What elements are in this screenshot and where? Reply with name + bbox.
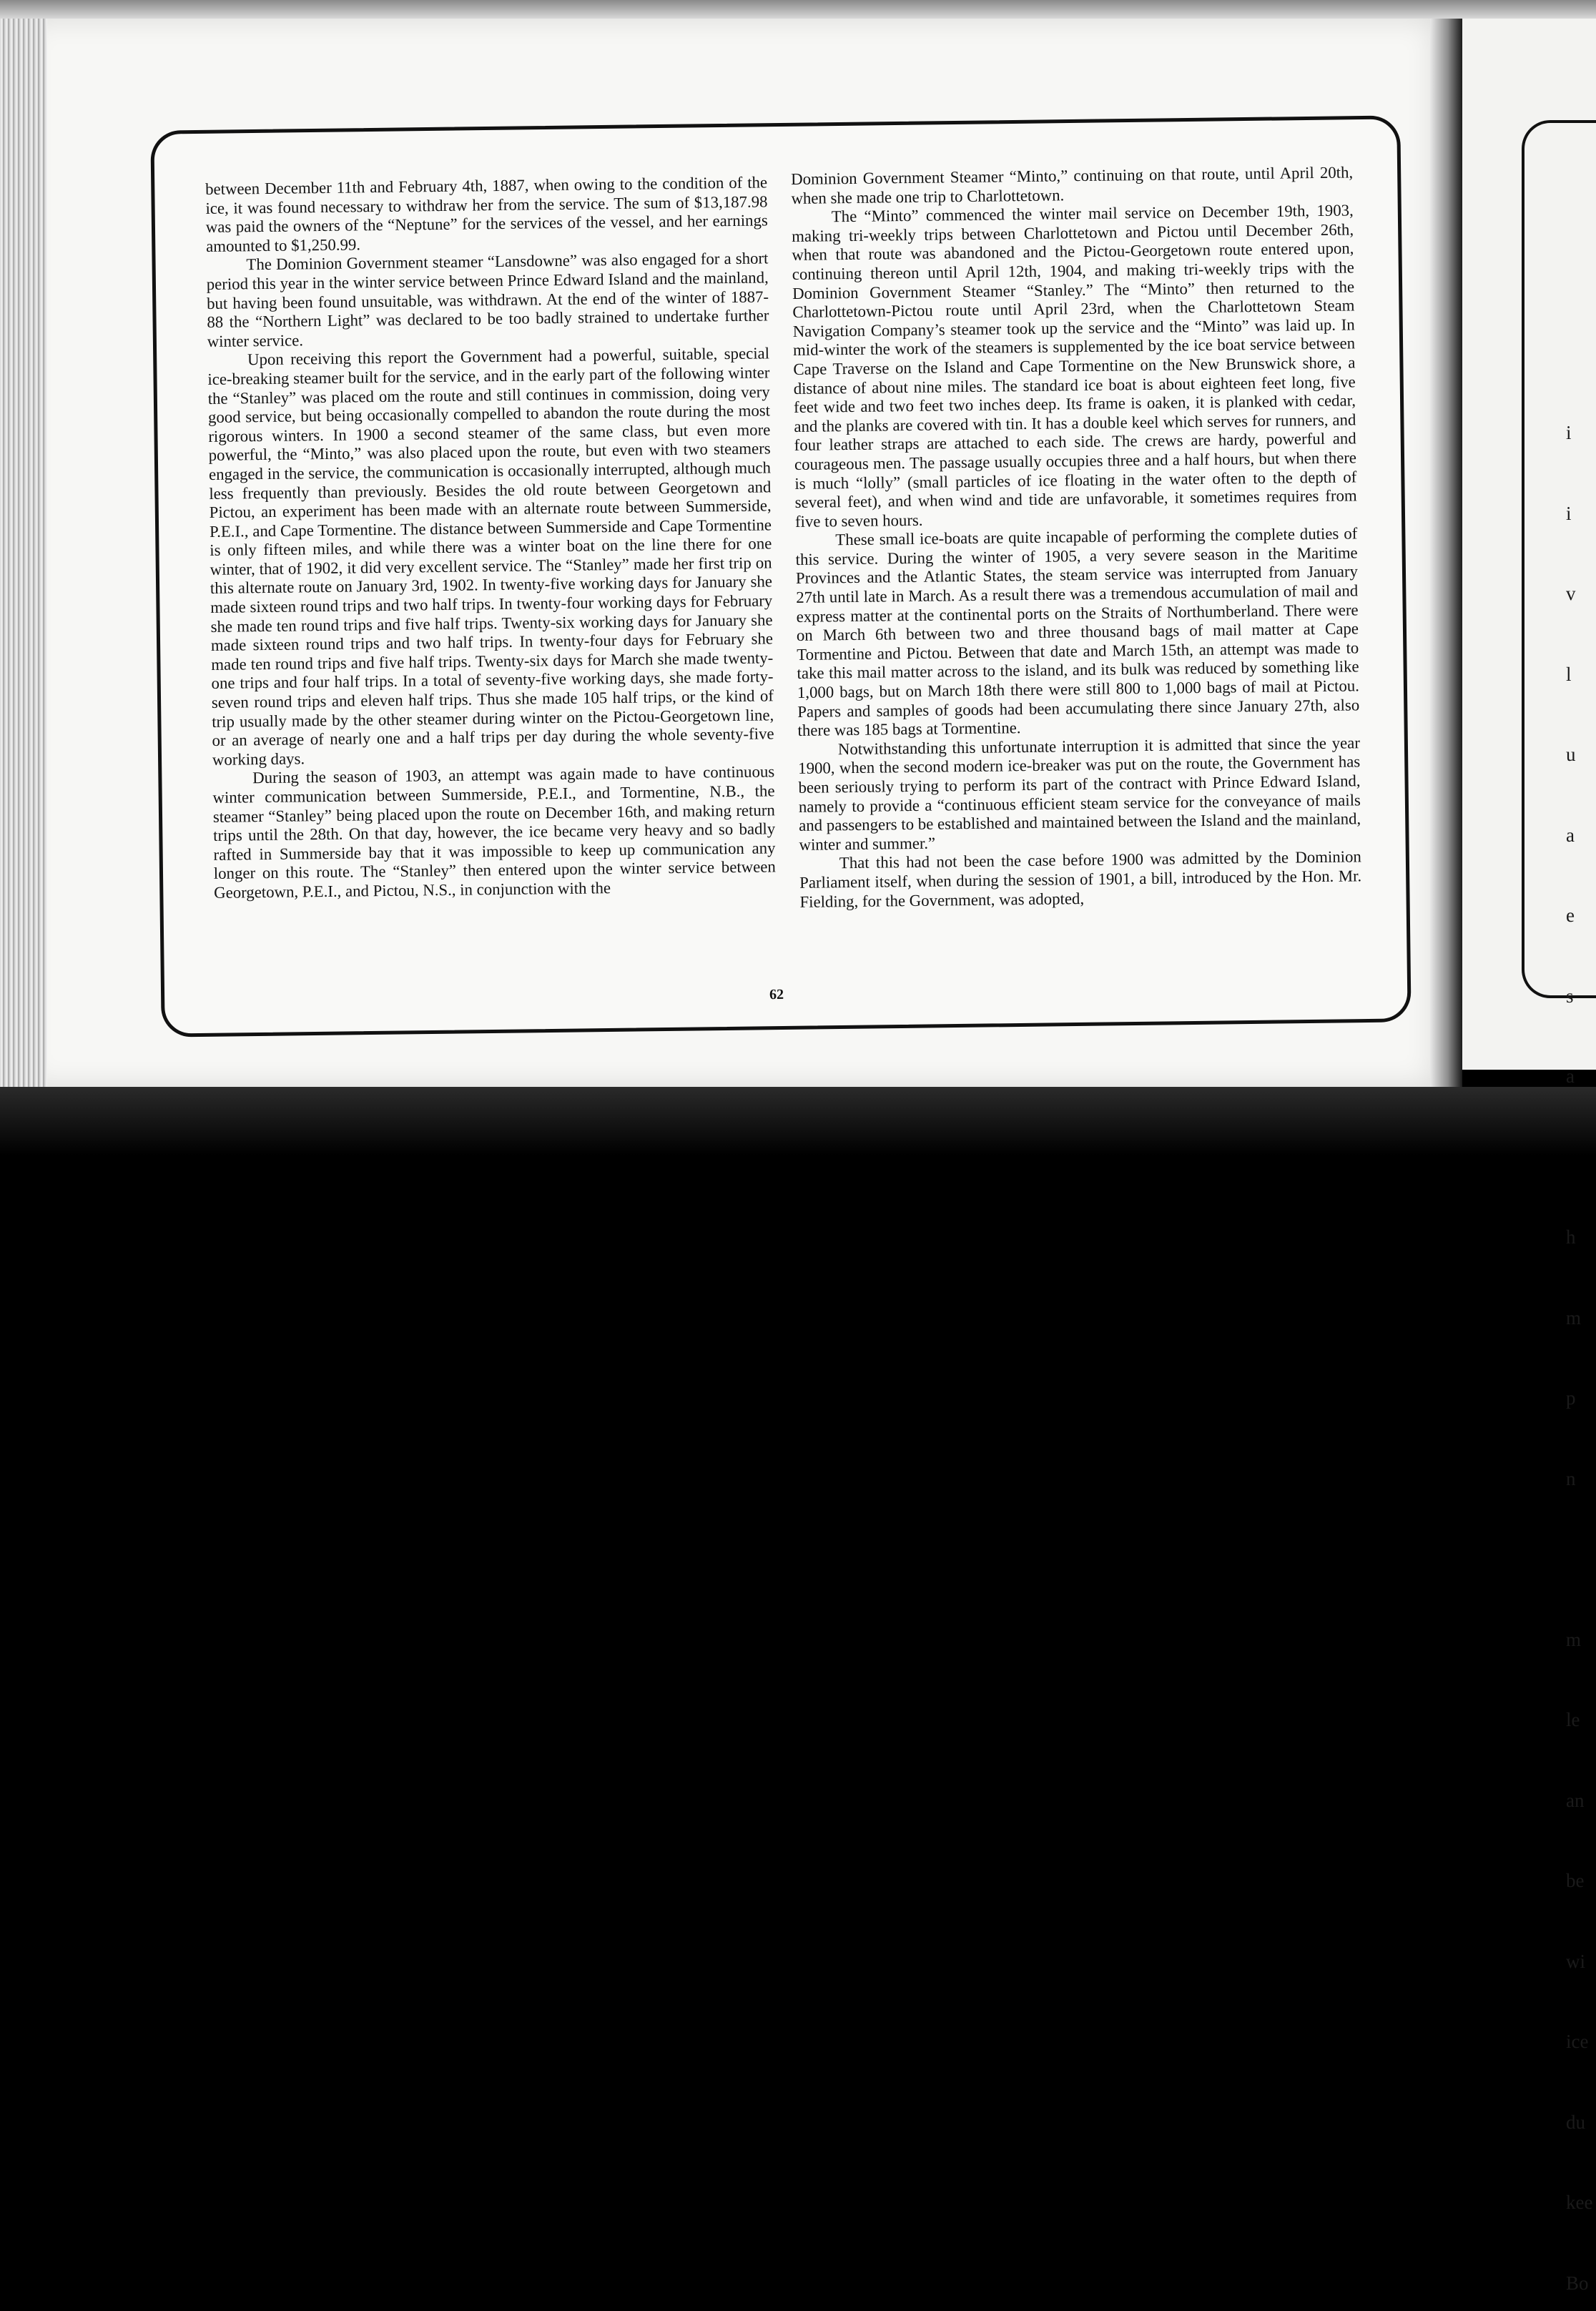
fragment: a: [1566, 824, 1575, 846]
fragment: m: [1566, 1306, 1582, 1329]
left-column: [205, 173, 776, 902]
paragraph: Upon receiving this report the Government had a powerful, suitable, special ice-breaking steamer built for the service, and in the early part of the following winter the “Stanley” was placed om the route and still continues in commission, doing very good service, but being occasionally compelled to abandon the route during the most rigorous winters. In 1900 a second steamer of the same class, but even more powerful, the “Minto,” was also placed upon the route, but even with two steamers engaged in the service, the communication is occasionally interrupted, although much less frequently than previously. Besides the old route between Georgetown and Pictou, an experiment has been made with an alternate route between Summerside, P.E.I., and Cape Tormentine. The distance between Summerside and Cape Tormentine is only fifteen miles, and while there was a winter boat on the line there for one winter, that of 1902, it did very excellent service. The “Stanley” made her first trip on this alternate route on January 3rd, 1902. In twenty-five working days for January she made sixteen round trips and two half trips. In twenty-four working days for February she made ten round trips and five half trips. Twenty-six working days for January she made sixteen round trips and two half trips. In twenty-four days for February she made ten round trips and five half trips. Twenty-six days for March she made twenty-one trips and four half trips. In a total of seventy-five working days, she made forty-seven round trips and eleven half trips. Thus she made 105 half trips, or the kind of trip usually made by the other steamer during winter on the Pictou-Georgetown line, or an average of nearly one and a half trips per day during the whole seventy-five working days.: [207, 344, 774, 769]
paragraph: The Dominion Government steamer “Lansdowne” was also engaged for a short period this year in the winter service between Prince Edward Island and the mainland, but having been found unsuitable, was withdrawn. At the end of the winter of 1887-88 the “Northern Light” was declared to be too badly strained to undertake further winter service.: [206, 249, 769, 350]
top-shadow: [0, 0, 1596, 19]
bottom-shadow: [0, 1087, 1596, 1156]
right-column: [791, 163, 1362, 912]
fragment: n: [1566, 1467, 1576, 1489]
fragment: p: [1566, 1387, 1576, 1409]
fragment: an: [1566, 1789, 1585, 1811]
fragment: wi: [1566, 1950, 1585, 1972]
paragraph: Notwithstanding this unfortunate interruption it is admitted that since the year 1900, when the second modern ice-breaker was put on the route, the Government has been seriously trying to perform its part of the contract with Prince Edward Island, namely to provide a “continuous efficient steam service for the conveyance of mails and passengers to be established and maintained between the Island and the mainland, winter and summer.”: [798, 734, 1361, 854]
fragment: Bo: [1566, 2272, 1589, 2294]
fragment: e: [1566, 905, 1575, 926]
right-page-fragments: [1566, 0, 1596, 2294]
fragment: l: [1566, 663, 1572, 685]
paragraph: These small ice-boats are quite incapable of performing the complete duties of this service. During the winter of 1905, a very severe season in the Maritime Provinces and the Atlantic States, the steam service was interrupted from January 27th until late in March. As a result there was a tremendous accumulation of mail and express matter at the continental ports on the Straits of Northumberland. There were on March 6th between two and three thousand bags of mail matter at Cape Tormentine and Pictou. Between that date and March 15th, an attempt was made to take this mail matter across to the island, and its bulk was reduced by something like 1,000 bags, but on March 18th there were still 800 to 1,000 bags of mail at Pictou. Papers and samples of goods had been accumulating there since January 27th, also there was 185 bags at Tormentine.: [795, 524, 1360, 740]
fragment: i: [1566, 422, 1572, 443]
paragraph: The “Minto” commenced the winter mail service on December 19th, 1903, making tri-weekly trips between Charlottetown and Pictou until December 26th, when that route was abandoned and the Pictou-Georgetown route entered upon, continuing thereon until April 12th, 1904, and making tri-weekly trips with the Dominion Government Steamer “Stanley.” The “Minto” then returned to the Charlottetown-Pictou route until April 23rd, when the Charlottetown Steam Navigation Company’s steamer took up the service and the “Minto” was laid up. In mid-winter the work of the steamers is supplemented by the ice boat service between Cape Traverse on the Island and Cape Tormentine on the New Brunswick shore, a distance of about nine miles. The standard ice boat is about eighteen feet long, five feet wide and two feet two inches deep. Its frame is oaken, it is planked with cedar, and the planks are covered with tin. It has a double keel which serves for runners, and four leather straps are attached to each side. The crews are hardy, powerful and courageous men. The passage usually occupies three and a half hours, but when there is much “lolly” (small particles of ice floating in the water often to the depth of several feet), and when wind and tide are unfavorable, it sometimes requires from five to seven hours.: [791, 201, 1357, 531]
fragment: [1566, 1546, 1596, 1573]
fragment: u: [1566, 744, 1576, 765]
fragment: m: [1566, 1628, 1582, 1650]
paragraph: between December 11th and February 4th, 1887, when owing to the condition of the ice, it was found necessary to withdraw her from the service. The sum of $13,187.98 was paid the owners of the “Neptune” for the services of the vessel, and her earnings amounted to $1,250.99.: [205, 173, 768, 255]
fragment: ice: [1566, 2031, 1589, 2052]
fragment: h: [1566, 1226, 1576, 1248]
fragment: be: [1566, 1870, 1585, 1891]
fragment: le: [1566, 1709, 1580, 1730]
fragment: du: [1566, 2111, 1585, 2133]
paragraph: During the season of 1903, an attempt was again made to have continuous winter communication between Summerside, P.E.I., and Tormentine, N.B., the steamer “Stanley” being placed upon the route on December 16th, and making return trips until the 28th. On that day, however, the ice became very heavy and so badly rafted in Summerside bay that it was impossible to keep up communication any longer on this route. The “Stanley” then entered upon the winter service between Georgetown, P.E.I., and Pictou, N.S., in conjunction with the: [212, 762, 776, 902]
fragment: i: [1566, 502, 1572, 524]
fragment: a: [1566, 1065, 1575, 1087]
fragment: kee: [1566, 2192, 1593, 2213]
book-gutter: [1430, 19, 1462, 1087]
fragment: s: [1566, 985, 1574, 1007]
paragraph: That this had not been the case before 1900 was admitted by the Dominion Parliament itself, when during the session of 1901, a bill, introduced by the Hon. Mr. Fielding, for the Government, was adopted,: [799, 847, 1362, 911]
paragraph: Dominion Government Steamer “Minto,” continuing on that route, until April 20th, when she made one trip to Charlottetown.: [791, 163, 1354, 207]
page-number: 62: [769, 986, 784, 1003]
fragment: v: [1566, 583, 1576, 604]
